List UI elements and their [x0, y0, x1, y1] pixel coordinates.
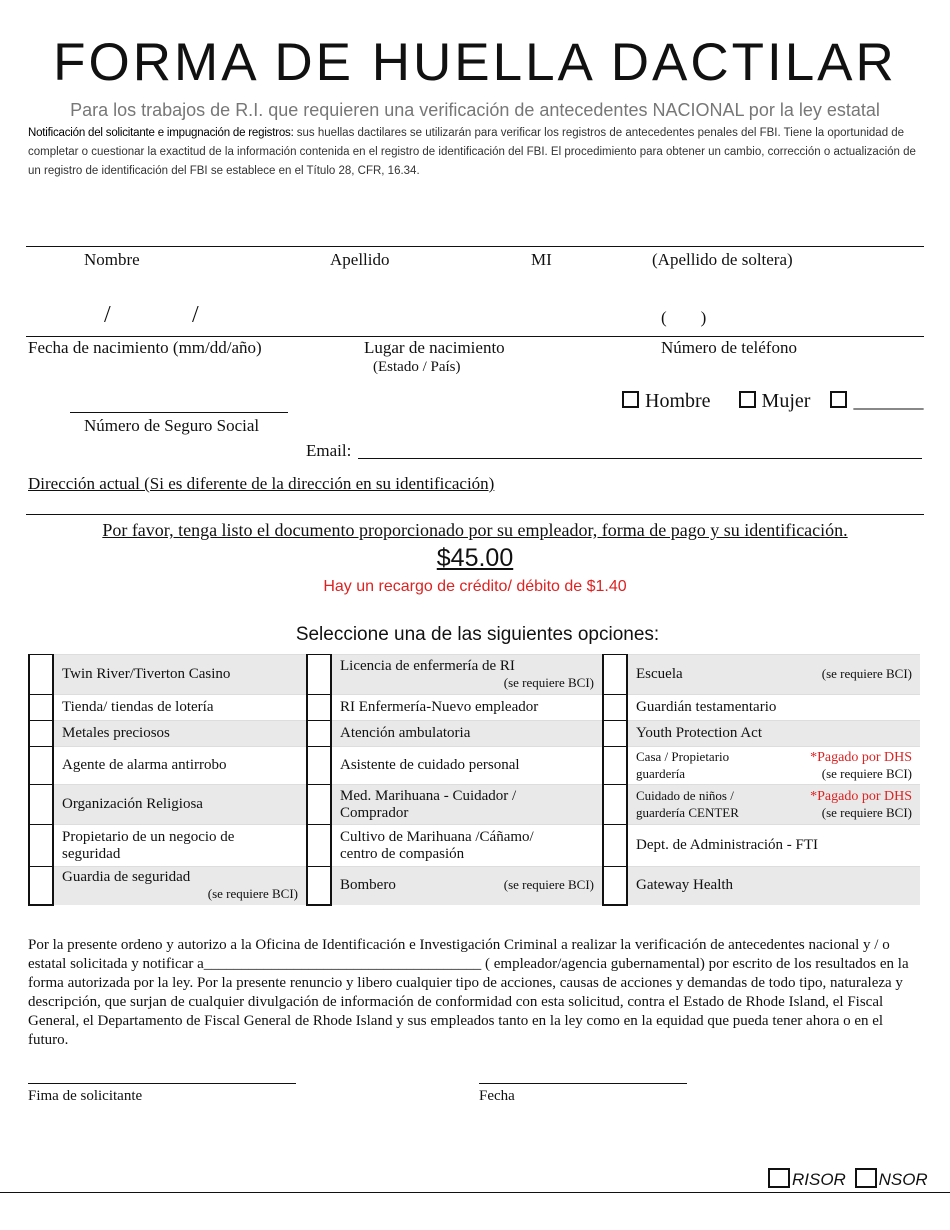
table-row [29, 825, 920, 867]
signature-line[interactable] [28, 1083, 296, 1084]
first-name-label: Nombre [84, 250, 140, 269]
option-checkbox[interactable] [29, 747, 53, 785]
female-label: Mujer [761, 390, 811, 412]
email-label: Email: [306, 441, 352, 460]
option-label: Licencia de enfermería de RI [340, 658, 515, 674]
option-checkbox[interactable] [29, 695, 53, 721]
notice-text: sus huellas dactilares se utilizarán para verificar los registros de antecedentes penales del FBI. Tiene la oportunidad de completar o cuestionar la exactitud de la información contenida en el registro de identificación del FBI. El procedimiento para obtener un cambio, corrección o actualización de un registro de identificación del FBI se establece en el Título 28, CFR, 16.34. [28, 127, 916, 177]
birthplace-label: Lugar de nacimiento [364, 338, 505, 357]
nsor-checkbox[interactable] [855, 1168, 877, 1188]
gender-group [622, 390, 923, 413]
form-title: FORMA DE HUELLA DACTILAR [53, 33, 897, 92]
option-checkbox[interactable] [307, 721, 331, 747]
bci-note: (se requiere BCI) [503, 675, 594, 690]
risor-checkbox[interactable] [768, 1168, 790, 1188]
option-security-owner [53, 825, 307, 867]
nsor-label: NSOR [878, 1170, 928, 1189]
option-school [627, 655, 920, 695]
option-personal-care: Asistente de cuidado personal [331, 747, 603, 785]
birthplace-sub-label: (Estado / País) [373, 359, 461, 375]
bci-note: (se requiere BCI) [207, 886, 298, 902]
option-label: Med. Marihuana - Cuidador / [340, 787, 517, 804]
maiden-name-label: (Apellido de soltera) [652, 250, 793, 269]
option-precious-metals: Metales preciosos [53, 721, 307, 747]
option-checkbox[interactable] [29, 867, 53, 905]
option-checkbox[interactable] [29, 825, 53, 867]
dob-line [26, 336, 924, 337]
option-checkbox[interactable] [29, 655, 53, 695]
address-label: Dirección actual (Si es diferente de la dirección en su identificación) [28, 474, 495, 493]
surcharge-note: Hay un recargo de crédito/ débito de $1.40 [323, 578, 627, 595]
dob-slash-1: / [104, 302, 111, 328]
phone-area-code: ( ) [661, 308, 707, 327]
authorization-paragraph [28, 936, 918, 1050]
option-checkbox[interactable] [307, 867, 331, 905]
table-row [29, 785, 920, 825]
option-guardian: Guardián testamentario [627, 695, 920, 721]
bci-note: (se requiere BCI) [503, 877, 594, 893]
option-youth-protection: Youth Protection Act [627, 721, 920, 747]
option-dept-admin-fti: Dept. de Administración - FTI [627, 825, 920, 867]
option-religious: Organización Religiosa [53, 785, 307, 825]
form-subtitle: Para los trabajos de R.I. que requieren una verificación de antecedentes NACIONAL por la ley estatal [70, 100, 880, 120]
ssn-label: Número de Seguro Social [84, 416, 260, 435]
female-checkbox[interactable] [739, 391, 756, 408]
authorization-text-2: ( empleador/agencia gubernamental) por escrito de los resultados en la forma autorizada por la ley. Por la presente renuncio y libero cualquier tipo de acciones, causas de acciones y demandas de todo tipo, naturaleza y descripción, que surjan de cualquier divulgación de información de conformidad con esta solicitud, contra el Estado de Rhode Island, el Fiscal General, el Departamento de Fiscal General de Rhode Island y sus empleados tanto en la ley como en la equidad que pueda tener ahora o en el futuro. [28, 956, 909, 1048]
registry-options [768, 1168, 928, 1190]
dob-label: Fecha de nacimiento (mm/dd/año) [28, 338, 262, 357]
date-line[interactable] [479, 1083, 687, 1084]
authorization-text-1: Por la presente ordeno y autorizo a la Oficina de Identificación e Investigación Criminal a realizar la verificación de antecedentes nacional y / o estatal solicitada y notificar a [28, 937, 890, 972]
mi-label: MI [531, 250, 552, 269]
bci-note: (se requiere BCI) [821, 766, 912, 781]
option-child-care-center [627, 785, 920, 825]
option-checkbox[interactable] [603, 867, 627, 905]
risor-label: RISOR [792, 1170, 846, 1189]
signature-label: Fima de solicitante [28, 1088, 143, 1104]
bci-note: (se requiere BCI) [821, 805, 912, 820]
footer-line [0, 1192, 950, 1193]
section-divider [26, 514, 924, 515]
applicant-notice [28, 124, 923, 181]
option-label: Cuidado de niños / [636, 788, 734, 803]
option-checkbox[interactable] [307, 825, 331, 867]
option-checkbox[interactable] [603, 695, 627, 721]
payment-notice: Por favor, tenga listo el documento proporcionado por su empleador, forma de pago y su identificación. [102, 520, 848, 540]
name-line [26, 246, 924, 247]
option-label: Guardia de seguridad [62, 869, 191, 886]
option-lottery: Tienda/ tiendas de lotería [53, 695, 307, 721]
option-label: seguridad [62, 845, 121, 862]
option-label: Comprador [340, 804, 409, 821]
option-checkbox[interactable] [603, 825, 627, 867]
option-gateway-health: Gateway Health [627, 867, 920, 905]
notice-heading: Notificación del solicitante e impugnación de registros: [28, 127, 294, 139]
option-checkbox[interactable] [307, 655, 331, 695]
option-label: centro de compasión [340, 845, 465, 862]
table-row [29, 695, 920, 721]
option-label: Bombero [340, 877, 396, 894]
other-checkbox[interactable] [830, 391, 847, 408]
date-label: Fecha [479, 1088, 515, 1104]
option-twin-river: Twin River/Tiverton Casino [53, 655, 307, 695]
options-heading: Seleccione una de las siguientes opciones: [295, 624, 660, 645]
table-row [29, 867, 920, 905]
option-checkbox[interactable] [603, 721, 627, 747]
phone-label: Número de teléfono [661, 338, 797, 357]
ssn-line[interactable] [70, 412, 288, 413]
email-line[interactable] [358, 458, 922, 459]
option-label: guardería CENTER [636, 805, 739, 820]
last-name-label: Apellido [330, 250, 390, 269]
table-row [29, 655, 920, 695]
option-marijuana-cultivation [331, 825, 603, 867]
option-checkbox[interactable] [29, 785, 53, 825]
table-row [29, 721, 920, 747]
option-checkbox[interactable] [307, 747, 331, 785]
option-label: Escuela [636, 666, 683, 682]
male-checkbox[interactable] [622, 391, 639, 408]
bci-note: (se requiere BCI) [821, 666, 912, 681]
option-nursing-employer: RI Enfermería-Nuevo empleador [331, 695, 603, 721]
option-med-marijuana [331, 785, 603, 825]
option-home-daycare [627, 747, 920, 785]
option-firefighter [331, 867, 603, 905]
option-ambulatory-care: Atención ambulatoria [331, 721, 603, 747]
options-table [28, 654, 920, 906]
option-security-guard [53, 867, 307, 905]
option-checkbox[interactable] [29, 721, 53, 747]
option-label: guardería [636, 766, 686, 781]
dhs-note: *Pagado por DHS [810, 789, 912, 804]
option-burglar-alarm: Agente de alarma antirrobo [53, 747, 307, 785]
table-row [29, 747, 920, 785]
option-checkbox[interactable] [603, 785, 627, 825]
option-nursing-license [331, 655, 603, 695]
dob-slash-2: / [192, 302, 199, 328]
option-label: Propietario de un negocio de [62, 828, 235, 845]
option-checkbox[interactable] [603, 655, 627, 695]
other-blank[interactable]: _______ [853, 390, 924, 412]
fee-amount: $45.00 [436, 544, 514, 572]
option-checkbox[interactable] [307, 785, 331, 825]
male-label: Hombre [645, 390, 711, 412]
option-checkbox[interactable] [603, 747, 627, 785]
agency-blank[interactable]: _____________________________________ [203, 956, 482, 972]
option-label: Casa / Propietario [636, 749, 730, 764]
option-label: Cultivo de Marihuana /Cáñamo/ [340, 828, 534, 845]
option-checkbox[interactable] [307, 695, 331, 721]
dhs-note: *Pagado por DHS [810, 750, 912, 765]
